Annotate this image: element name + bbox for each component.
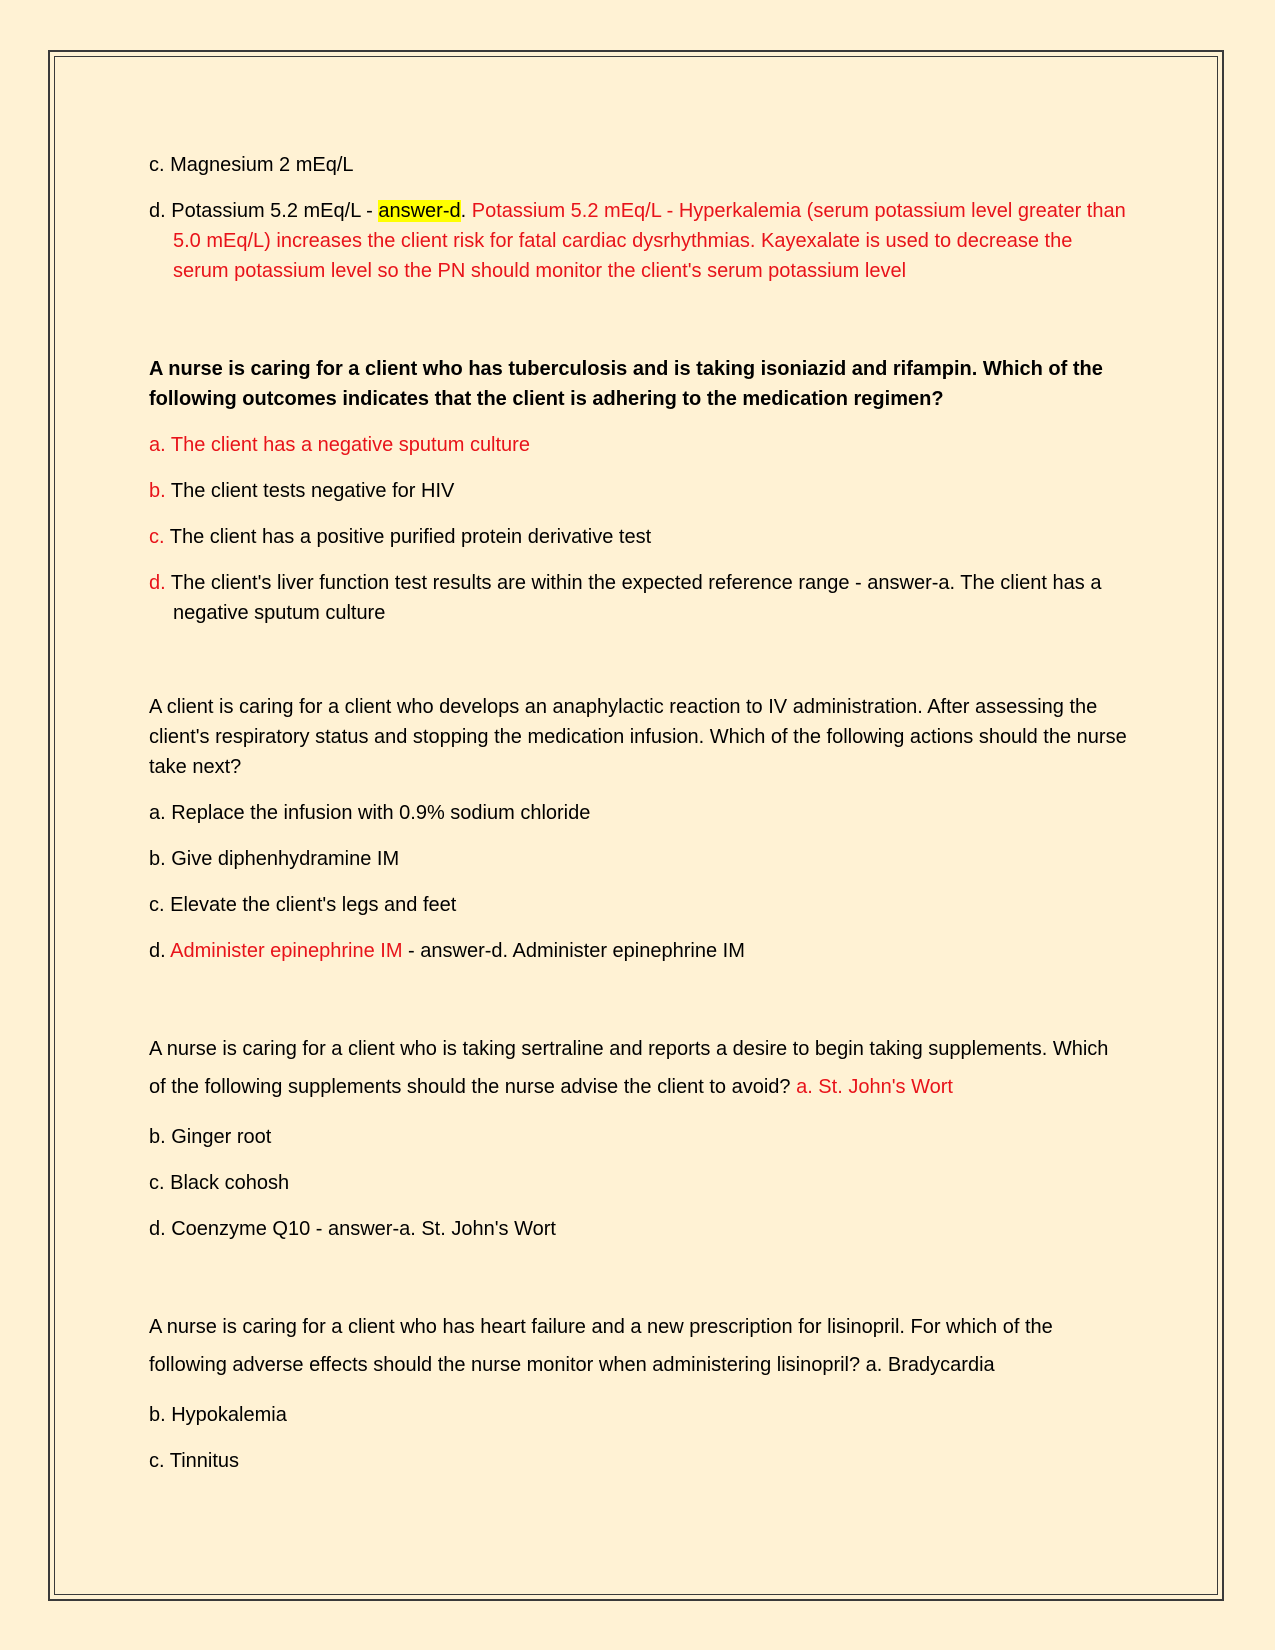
q5-option-c: c. Tinnitus (149, 1450, 240, 1472)
q3-option-d-answer: Administer epinephrine IM (170, 940, 403, 962)
q3-option-c: c. Elevate the client's legs and feet (149, 894, 457, 916)
q4-question-text: A nurse is caring for a client who is taking sertraline and reports a desire to begin taking supplements. Which of the following supplements should the nurse advise the client to avoid? (149, 1038, 1109, 1098)
q4-option-c: c. Black cohosh (149, 1172, 290, 1194)
q1-option-c: c. Magnesium 2 mEq/L (149, 154, 354, 176)
q1-rationale: Potassium 5.2 mEq/L - Hyperkalemia (serum potassium level greater than 5.0 mEq/L) increases the client risk for fatal cardiac dysrhythmias. Kayexalate is used to decrease the serum potassium level so the PN should monitor the client's serum potassium level (173, 200, 1126, 282)
q4-option-d: d. Coenzyme Q10 - answer-a. St. John's Wort (149, 1218, 556, 1240)
q4-question (149, 1030, 1129, 1106)
q2-option-c (149, 522, 1129, 552)
q4-option-b: b. Ginger root (149, 1126, 272, 1148)
q5-option-b: b. Hypokalemia (149, 1404, 287, 1426)
q1-answer-dot: . (460, 200, 467, 222)
q2-option-d-letter: d. (149, 572, 166, 594)
q3-question: A client is caring for a client who develops an anaphylactic reaction to IV administration. After assessing the client's respiratory status and stopping the medication infusion. Which of the following actions should the nurse take next? (149, 696, 1127, 778)
q2-question: A nurse is caring for a client who has tuberculosis and is taking isoniazid and rifampin. Which of the following outcomes indicates that the client is adhering to the medication regimen? (149, 358, 1103, 410)
q1-answer-highlight: answer-d (378, 200, 461, 222)
q1-option-d-text: d. Potassium 5.2 mEq/L - (149, 200, 379, 222)
q2-option-a: a. The client has a negative sputum culture (149, 434, 530, 456)
q3-option-d-letter: d. (149, 940, 171, 962)
q5-question: A nurse is caring for a client who has heart failure and a new prescription for lisinopril. For which of the following adverse effects should the nurse monitor when administering lisinopril? a. Bradycardia (149, 1316, 1053, 1376)
q4-option-a: a. St. John's Wort (790, 1076, 953, 1098)
q1-option-d (149, 196, 1129, 286)
q3-option-d-rest: - answer-d. Administer epinephrine IM (402, 940, 745, 962)
q2-option-b-text: The client tests negative for HIV (165, 480, 455, 502)
q2-option-c-text: The client has a positive purified protein derivative test (164, 526, 652, 548)
q2-option-d-text: The client's liver function test results are within the expected reference range - answer-a. The client has a negative sputum culture (165, 572, 1102, 624)
q3-option-d (149, 936, 1129, 966)
q3-option-a: a. Replace the infusion with 0.9% sodium chloride (149, 802, 591, 824)
q2-option-b (149, 476, 1129, 506)
q3-option-b: b. Give diphenhydramine IM (149, 848, 400, 870)
q2-option-c-letter: c. (149, 526, 165, 548)
document-body (149, 150, 1129, 1492)
q2-option-b-letter: b. (149, 480, 166, 502)
q2-option-d (149, 568, 1129, 628)
